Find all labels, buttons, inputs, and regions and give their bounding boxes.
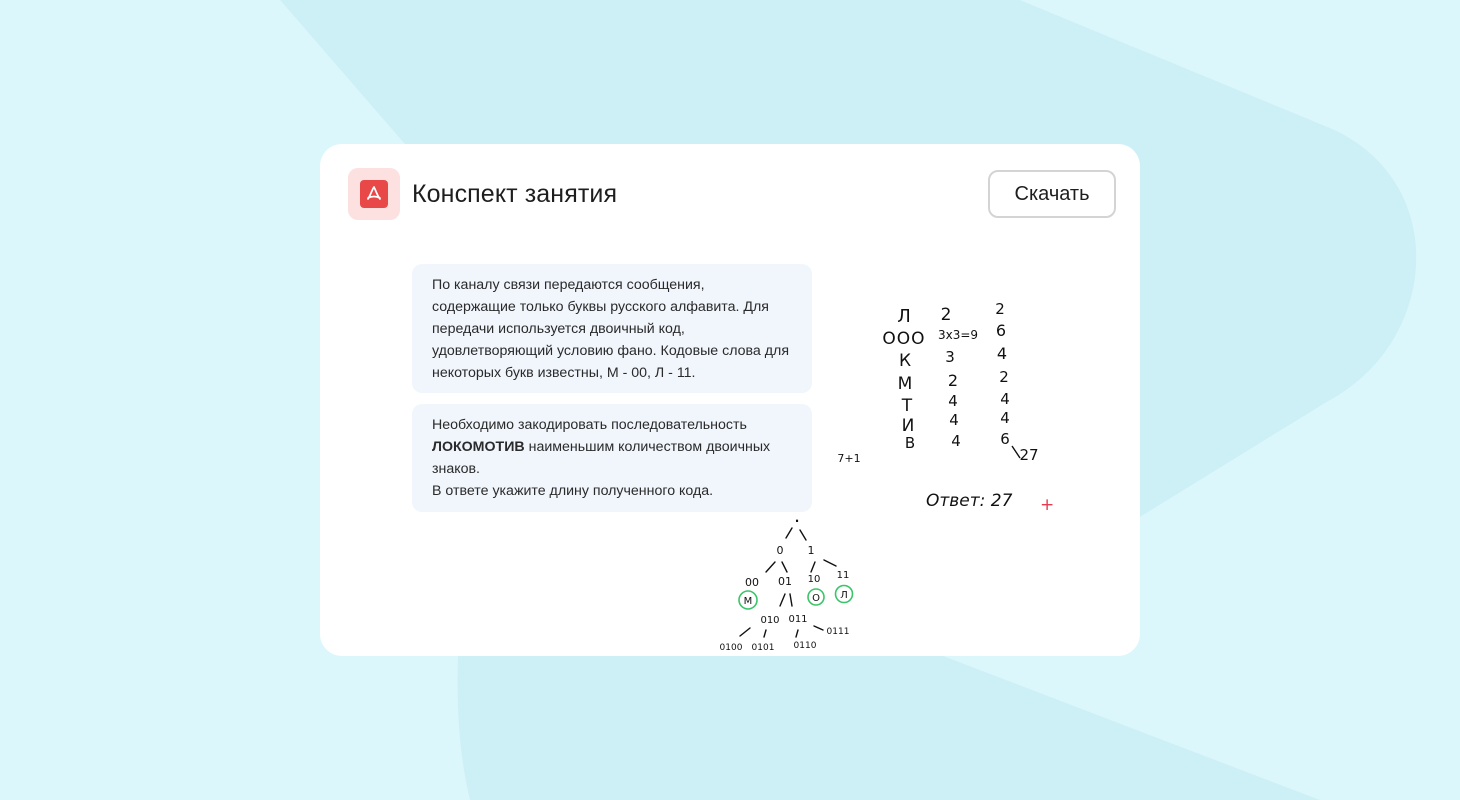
tree-circled-letters <box>739 586 853 610</box>
note-col1-4: Т <box>901 396 913 416</box>
tree-level1-1: 1 <box>807 544 815 557</box>
note-col1-1: ООО <box>882 329 926 349</box>
note-answer: Ответ: 27 <box>926 491 1013 511</box>
tree-level3-0: 010 <box>760 615 780 626</box>
note-col3-2: 4 <box>996 344 1008 363</box>
tree-root: . <box>794 511 800 525</box>
note-check-mark: + <box>1040 495 1055 515</box>
note-col3-1: 6 <box>995 321 1007 340</box>
note-col3-6: 6 <box>1000 430 1010 448</box>
tree-level3-1: 011 <box>788 614 808 625</box>
task-paragraph-2-start: Необходимо закодировать последовательность <box>432 417 747 433</box>
note-col1-3: М <box>897 374 913 394</box>
note-col3-4: 4 <box>1000 390 1010 408</box>
note-col2-4: 4 <box>948 392 958 410</box>
note-col3-3: 2 <box>999 368 1009 386</box>
note-col2-5: 4 <box>949 411 959 429</box>
note-col3-5: 4 <box>1000 409 1010 427</box>
note-side: 7+1 <box>837 452 861 465</box>
tree-circled-0: М <box>743 596 753 607</box>
note-total: 27 <box>1019 446 1039 464</box>
note-col1-0: Л <box>897 306 911 327</box>
note-col1-2: К <box>898 351 912 371</box>
task-keyword: ЛОКОМОТИВ <box>432 439 525 455</box>
card-title: Конспект занятия <box>412 180 618 208</box>
lesson-notes-card <box>320 144 1140 656</box>
tree-level4-2: 0110 <box>793 641 817 651</box>
download-button[interactable]: Скачать <box>988 170 1116 218</box>
note-col2-6: 4 <box>951 432 961 450</box>
tree-circled-2: Л <box>840 590 848 601</box>
note-col3-0: 2 <box>995 300 1005 318</box>
handwritten-notes <box>320 144 1140 656</box>
task-paragraph-2-end: наименьшим количеством двоичных знаков. <box>432 439 771 477</box>
tree-level1-0: 0 <box>776 544 784 557</box>
task-paragraph-2-line2: В ответе укажите длину полученного кода. <box>432 483 714 499</box>
tree-level4-3: 0111 <box>826 627 850 637</box>
note-col1-6: В <box>904 434 916 452</box>
note-col2-0: 2 <box>940 305 952 325</box>
tree-level2-2: 10 <box>807 574 821 585</box>
tree-level4-0: 0100 <box>719 643 743 653</box>
tree-level2-1: 01 <box>778 575 792 588</box>
tree-level4-1: 0101 <box>751 643 775 653</box>
tree-level2-0: 00 <box>745 576 759 589</box>
tree-circled-1: О <box>812 593 820 604</box>
note-col2-3: 2 <box>947 371 959 390</box>
note-col2-1: 3x3=9 <box>937 328 979 342</box>
tree-level2-3: 11 <box>836 570 850 581</box>
note-col2-2: 3 <box>945 348 955 366</box>
note-col1-5: И <box>901 416 915 436</box>
task-paragraph-1: По каналу связи передаются сообщения, содержащие только буквы русского алфавита. Для передачи используется двоичный код, удовлетворяющий условию фано. Кодовые слова для некоторых букв известны, М - 00, Л - 11. <box>432 277 790 381</box>
